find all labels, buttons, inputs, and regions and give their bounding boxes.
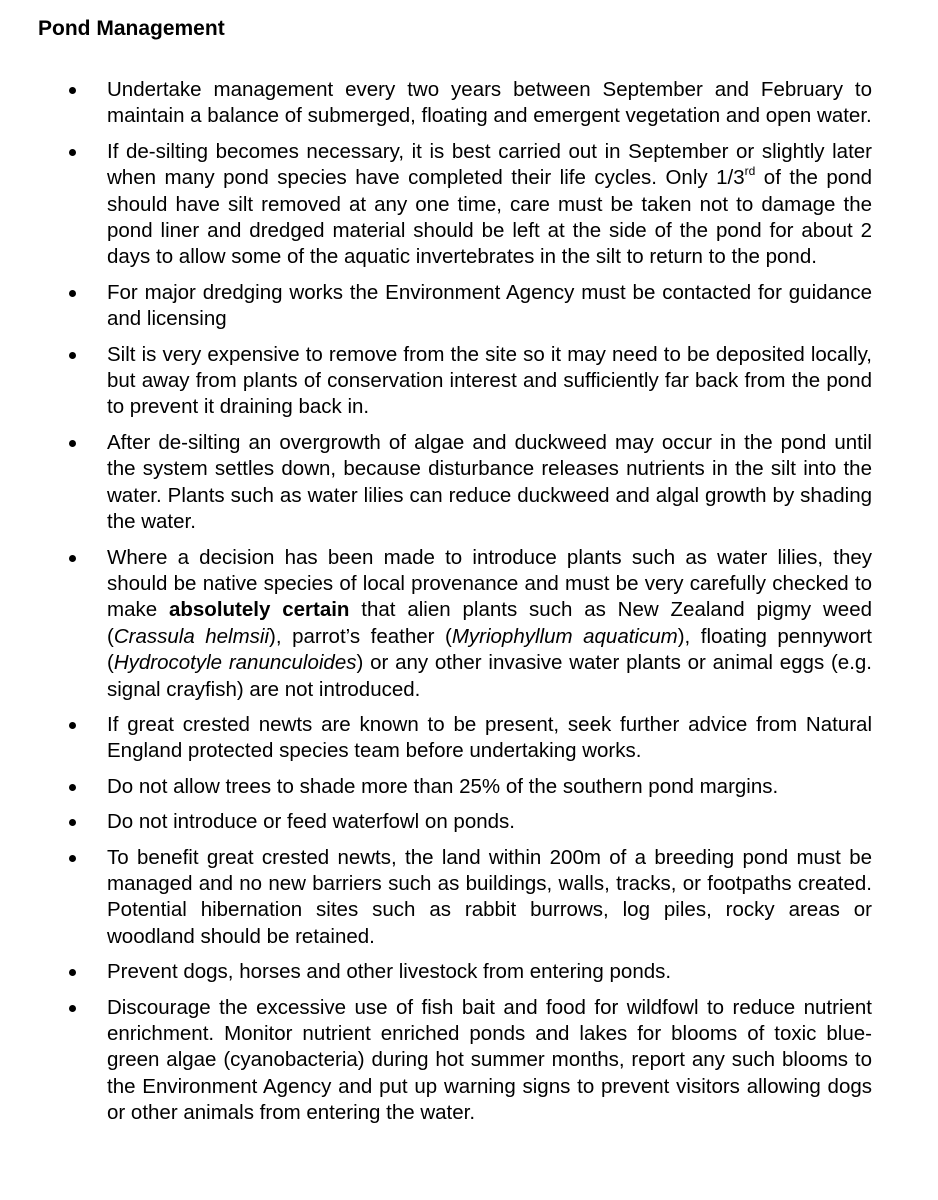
- bullet-item: [0, 959, 938, 985]
- italic-text: Myriophyllum aquaticum: [451, 624, 678, 648]
- bullet-text: Do not introduce or feed waterfowl on ponds.: [107, 810, 515, 834]
- bullet-item: [0, 774, 938, 800]
- bullet-text: ), floating pennywort (: [107, 624, 872, 675]
- superscript-text: rd: [744, 164, 756, 179]
- bullet-item: [0, 342, 938, 421]
- bullet-text: Where a decision has been made to introduce plants such as water lilies, they should be native species of local provenance and must be very carefully checked to make: [107, 545, 872, 622]
- bullet-item: [0, 430, 938, 536]
- bullet-text: After de-silting an overgrowth of algae and duckweed may occur in the pond until the system settles down, because disturbance releases nutrients in the silt into the water. Plants such as water lilies can reduce duckweed and algal growth by shading the water.: [107, 430, 872, 534]
- italic-text: Crassula helmsii: [113, 624, 270, 648]
- bullet-item: [0, 77, 938, 130]
- bullet-text: Prevent dogs, horses and other livestock from entering ponds.: [107, 960, 672, 984]
- bullet-dot-icon: [69, 855, 76, 862]
- bullet-item: [0, 545, 938, 703]
- bullet-dot-icon: [69, 784, 76, 791]
- bullet-text: To benefit great crested newts, the land within 200m of a breeding pond must be managed and no new barriers such as buildings, walls, tracks, or footpaths created. Potential hibernation sites such as rabbit burrows, log piles, rocky areas or woodland should be retained.: [107, 845, 872, 948]
- bullet-text: For major dredging works the Environment Agency must be contacted for guidance and licensing: [107, 280, 872, 331]
- bullet-item: [0, 280, 938, 333]
- bullet-item: [0, 845, 938, 951]
- bullet-text: Do not allow trees to shade more than 25% of the southern pond margins.: [107, 774, 779, 798]
- bullet-dot-icon: [69, 555, 76, 562]
- bullet-text: Discourage the excessive use of fish bait and food for wildfowl to reduce nutrient enrichment. Monitor nutrient enriched ponds and lakes for blooms of toxic blue-green algae (cyanobacteria) during hot summer months, report any such blooms to the Environment Agency and put up warning signs to prevent visitors allowing dogs or other animals from entering the water.: [107, 995, 872, 1125]
- bullet-item: [0, 139, 938, 271]
- bullet-text: of the pond should have silt removed at any one time, care must be taken not to damage the pond liner and dredged material should be left at the side of the pond for about 2 days to allow some of the aquatic invertebrates in the silt to return to the pond.: [107, 166, 872, 269]
- bullet-item: [0, 995, 938, 1127]
- bullet-dot-icon: [69, 440, 76, 447]
- bullet-dot-icon: [69, 1005, 76, 1012]
- bullet-text: that alien plants such as New Zealand pigmy weed (: [107, 598, 873, 648]
- bullet-dot-icon: [69, 819, 76, 826]
- bullet-dot-icon: [69, 87, 76, 94]
- bullet-item: [0, 809, 938, 835]
- page-title: Pond Management: [38, 17, 225, 40]
- italic-text: Hydrocotyle ranunculoides: [113, 651, 357, 675]
- bullet-dot-icon: [69, 722, 76, 729]
- bullet-item: [0, 712, 938, 765]
- bullet-text: ), parrot’s feather (: [269, 624, 452, 648]
- bullet-dot-icon: [69, 969, 76, 976]
- bullet-text: If de-silting becomes necessary, it is best carried out in September or slightly later when many pond species have completed their life cycles. Only 1/3: [107, 139, 872, 190]
- bullet-text: Undertake management every two years between September and February to maintain a balance of submerged, floating and emergent vegetation and open water.: [107, 78, 872, 128]
- bullet-dot-icon: [69, 352, 76, 359]
- bullet-text: If great crested newts are known to be present, seek further advice from Natural England protected species team before undertaking works.: [107, 712, 872, 763]
- bold-text: absolutely certain: [168, 598, 350, 622]
- bullet-text: Silt is very expensive to remove from the site so it may need to be deposited locally, but away from plants of conservation interest and sufficiently far back from the pond to prevent it draining back in.: [107, 342, 872, 419]
- bullet-list: [0, 77, 938, 1136]
- bullet-dot-icon: [69, 149, 76, 156]
- bullet-dot-icon: [69, 290, 76, 297]
- bullet-text: ) or any other invasive water plants or animal eggs (e.g. signal crayfish) are not introduced.: [107, 651, 872, 701]
